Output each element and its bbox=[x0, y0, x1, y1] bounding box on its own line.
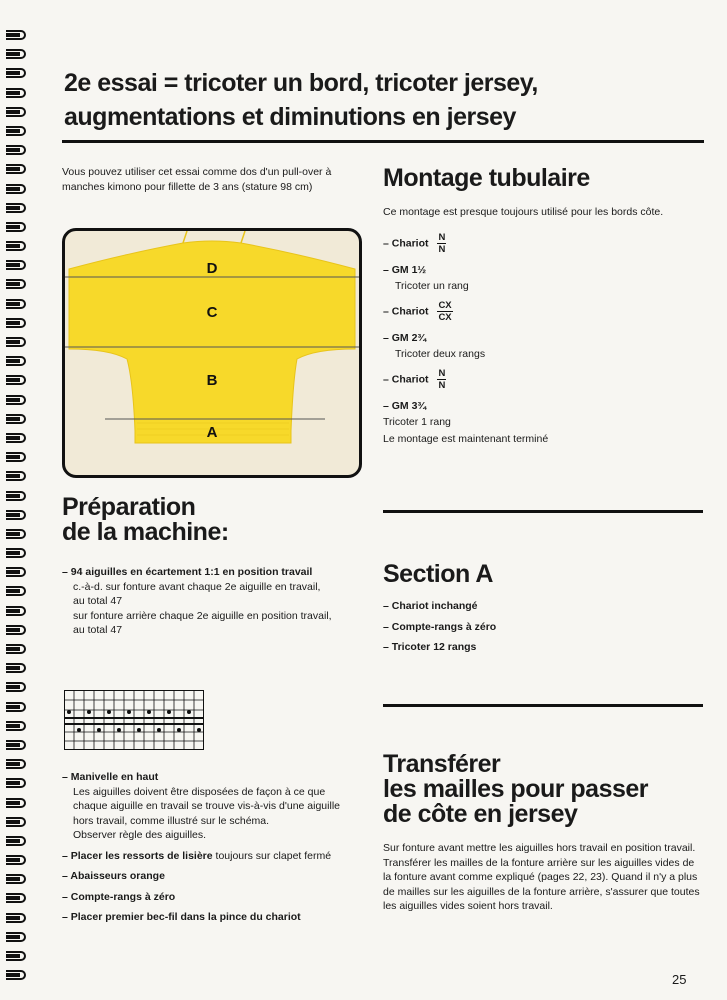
binding-ring bbox=[6, 352, 30, 371]
left-column bbox=[62, 165, 362, 194]
binding-ring bbox=[6, 870, 30, 889]
montage-intro: Ce montage est presque toujours utilisé pour les bords côte. bbox=[383, 206, 664, 218]
section-rule-1 bbox=[383, 510, 703, 513]
prep-item-1-line3: sur fonture arrière chaque 2e aiguille en position travail, bbox=[73, 609, 332, 622]
prep-item-6: – Placer premier bec-fil dans la pince du chariot bbox=[62, 911, 301, 923]
montage-section bbox=[383, 166, 703, 446]
section-a-heading: Section A bbox=[383, 560, 493, 588]
binding-ring bbox=[6, 755, 30, 774]
needle-dot bbox=[167, 710, 171, 714]
binding-ring bbox=[6, 141, 30, 160]
needle-dot bbox=[77, 728, 81, 732]
montage-step-1-setting bbox=[437, 232, 446, 255]
binding-ring bbox=[6, 295, 30, 314]
binding-ring bbox=[6, 736, 30, 755]
page-title-line1: 2e essai = tricoter un bord, tricoter jersey, bbox=[64, 69, 538, 97]
prep-item-3 bbox=[62, 849, 362, 864]
binding-ring bbox=[6, 602, 30, 621]
binding-ring bbox=[6, 947, 30, 966]
binding-ring bbox=[6, 237, 30, 256]
section-label-b: B bbox=[206, 372, 218, 389]
section-rule-2 bbox=[383, 704, 703, 707]
prep-item-1-line4: au total 47 bbox=[73, 624, 123, 636]
binding-ring bbox=[6, 429, 30, 448]
binding-ring bbox=[6, 122, 30, 141]
needle-dot bbox=[187, 710, 191, 714]
section-label-c: C bbox=[206, 304, 218, 321]
prep-item-5: – Compte-rangs à zéro bbox=[62, 890, 176, 903]
prep-item-1 bbox=[62, 565, 362, 638]
montage-step-4-sub: Tricoter deux rangs bbox=[395, 348, 486, 360]
binding-ring bbox=[6, 487, 30, 506]
prep-item-1-line1: c.-à-d. sur fonture avant chaque 2e aiguille en travail, bbox=[73, 580, 321, 593]
binding-ring bbox=[6, 64, 30, 83]
section-label-d: D bbox=[206, 260, 218, 277]
frac-den: N bbox=[438, 243, 446, 255]
binding-ring bbox=[6, 333, 30, 352]
preparation-heading-line1: Préparation bbox=[62, 493, 196, 521]
binding-ring bbox=[6, 928, 30, 947]
section-a-item-3: – Tricoter 12 rangs bbox=[383, 641, 477, 653]
frac-num: CX bbox=[438, 299, 452, 311]
binding-ring bbox=[6, 909, 30, 928]
prep-items-lower bbox=[62, 770, 362, 925]
intro-text: Vous pouvez utiliser cet essai comme dos d'un pull-over à manches kimono pour fillette de 3 ans (stature 98 cm) bbox=[62, 166, 332, 193]
needle-dot bbox=[177, 728, 181, 732]
binding-ring bbox=[6, 218, 30, 237]
binding-ring bbox=[6, 103, 30, 122]
montage-step-5 bbox=[383, 368, 703, 391]
spiral-binding bbox=[6, 26, 30, 985]
transfer-heading-line2: les mailles pour passer bbox=[383, 775, 649, 803]
preparation-heading-line2: de la machine: bbox=[62, 518, 229, 546]
needle-dot bbox=[87, 710, 91, 714]
transfer-heading-line1: Transférer bbox=[383, 750, 501, 778]
binding-ring bbox=[6, 640, 30, 659]
montage-step-2: – GM 1½ bbox=[383, 263, 427, 276]
sweater-diagram bbox=[62, 228, 362, 478]
binding-ring bbox=[6, 84, 30, 103]
binding-ring bbox=[6, 544, 30, 563]
prep-item-3-tail: toujours sur clapet fermé bbox=[212, 849, 332, 862]
preparation-section bbox=[62, 495, 362, 638]
needle-dot bbox=[157, 728, 161, 732]
needle-dot bbox=[67, 710, 71, 714]
binding-ring bbox=[6, 467, 30, 486]
binding-ring bbox=[6, 851, 30, 870]
binding-ring bbox=[6, 410, 30, 429]
binding-ring bbox=[6, 199, 30, 218]
prep-item-4: – Abaisseurs orange bbox=[62, 870, 165, 882]
binding-ring bbox=[6, 314, 30, 333]
transfer-text: Sur fonture avant mettre les aiguilles hors travail en position travail. Transférer les mailles de la fonture arrière sur les aiguilles vides de la fonture avant comme expliqué (pages 22, 23). Quand il n'y a plus de mailles sur les aiguilles de la fonture arrière, s'assurer que toutes les aiguilles vides soient hors travail. bbox=[383, 842, 700, 912]
needle-dot bbox=[127, 710, 131, 714]
frac-num: N bbox=[438, 367, 446, 379]
binding-ring bbox=[6, 391, 30, 410]
transfer-heading-line3: de côte en jersey bbox=[383, 800, 578, 828]
frac-num: N bbox=[438, 231, 446, 243]
binding-ring bbox=[6, 582, 30, 601]
prep-item-2 bbox=[62, 770, 362, 843]
sweater-illustration bbox=[65, 231, 359, 475]
needle-dot bbox=[197, 728, 201, 732]
binding-ring bbox=[6, 275, 30, 294]
needle-diagram bbox=[64, 690, 204, 750]
binding-ring bbox=[6, 563, 30, 582]
montage-step-6-sub: Tricoter 1 rang bbox=[383, 416, 451, 428]
needle-dot bbox=[97, 728, 101, 732]
montage-step-5-setting bbox=[437, 368, 446, 391]
binding-ring bbox=[6, 45, 30, 64]
binding-ring bbox=[6, 371, 30, 390]
binding-ring bbox=[6, 180, 30, 199]
binding-ring bbox=[6, 717, 30, 736]
prep-item-2-line2: Observer règle des aiguilles. bbox=[73, 829, 207, 841]
montage-heading: Montage tubulaire bbox=[383, 164, 590, 192]
frac-den: CX bbox=[438, 311, 452, 323]
montage-step-5-label: – Chariot bbox=[383, 372, 429, 385]
montage-step-1-label: – Chariot bbox=[383, 236, 429, 249]
transfer-section bbox=[383, 752, 703, 914]
prep-item-1-title: – 94 aiguilles en écartement 1:1 en position travail bbox=[62, 566, 313, 578]
page-title-line2: augmentations et diminutions en jersey bbox=[64, 103, 516, 131]
binding-ring bbox=[6, 506, 30, 525]
binding-ring bbox=[6, 256, 30, 275]
needle-dot bbox=[117, 728, 121, 732]
binding-ring bbox=[6, 813, 30, 832]
title-rule bbox=[62, 140, 704, 143]
binding-ring bbox=[6, 448, 30, 467]
binding-ring bbox=[6, 26, 30, 45]
prep-item-2-line1: Les aiguilles doivent être disposées de façon à ce que chaque aiguille en travail se trouve vis-à-vis d'une aiguille hors travail, comme illustré sur le schéma. bbox=[73, 785, 340, 827]
binding-ring bbox=[6, 678, 30, 697]
binding-ring bbox=[6, 794, 30, 813]
section-label-a: A bbox=[206, 424, 218, 441]
binding-ring bbox=[6, 774, 30, 793]
section-a-item-2: – Compte-rangs à zéro bbox=[383, 620, 497, 633]
prep-item-3-title: – Placer les ressorts de lisière bbox=[62, 849, 213, 862]
prep-item-1-line2: au total 47 bbox=[73, 595, 123, 607]
needle-dot bbox=[147, 710, 151, 714]
binding-ring bbox=[6, 966, 30, 985]
montage-step-3-setting bbox=[437, 300, 452, 323]
binding-ring bbox=[6, 889, 30, 908]
binding-ring bbox=[6, 659, 30, 678]
montage-step-1 bbox=[383, 232, 703, 255]
needle-dot bbox=[107, 710, 111, 714]
page-title bbox=[64, 66, 624, 134]
montage-step-6: – GM 3¾ bbox=[383, 399, 427, 412]
page-number: 25 bbox=[672, 972, 687, 987]
montage-step-3 bbox=[383, 300, 703, 323]
montage-step-3-label: – Chariot bbox=[383, 304, 429, 317]
binding-ring bbox=[6, 698, 30, 717]
binding-ring bbox=[6, 832, 30, 851]
binding-ring bbox=[6, 160, 30, 179]
binding-ring bbox=[6, 621, 30, 640]
montage-end: Le montage est maintenant terminé bbox=[383, 432, 549, 445]
section-a-item-1: – Chariot inchangé bbox=[383, 600, 478, 612]
needle-dot bbox=[137, 728, 141, 732]
frac-den: N bbox=[438, 379, 446, 391]
montage-step-4: – GM 2¾ bbox=[383, 331, 427, 344]
montage-step-2-sub: Tricoter un rang bbox=[395, 280, 469, 292]
binding-ring bbox=[6, 525, 30, 544]
section-a bbox=[383, 562, 703, 655]
prep-item-2-title: – Manivelle en haut bbox=[62, 771, 159, 783]
